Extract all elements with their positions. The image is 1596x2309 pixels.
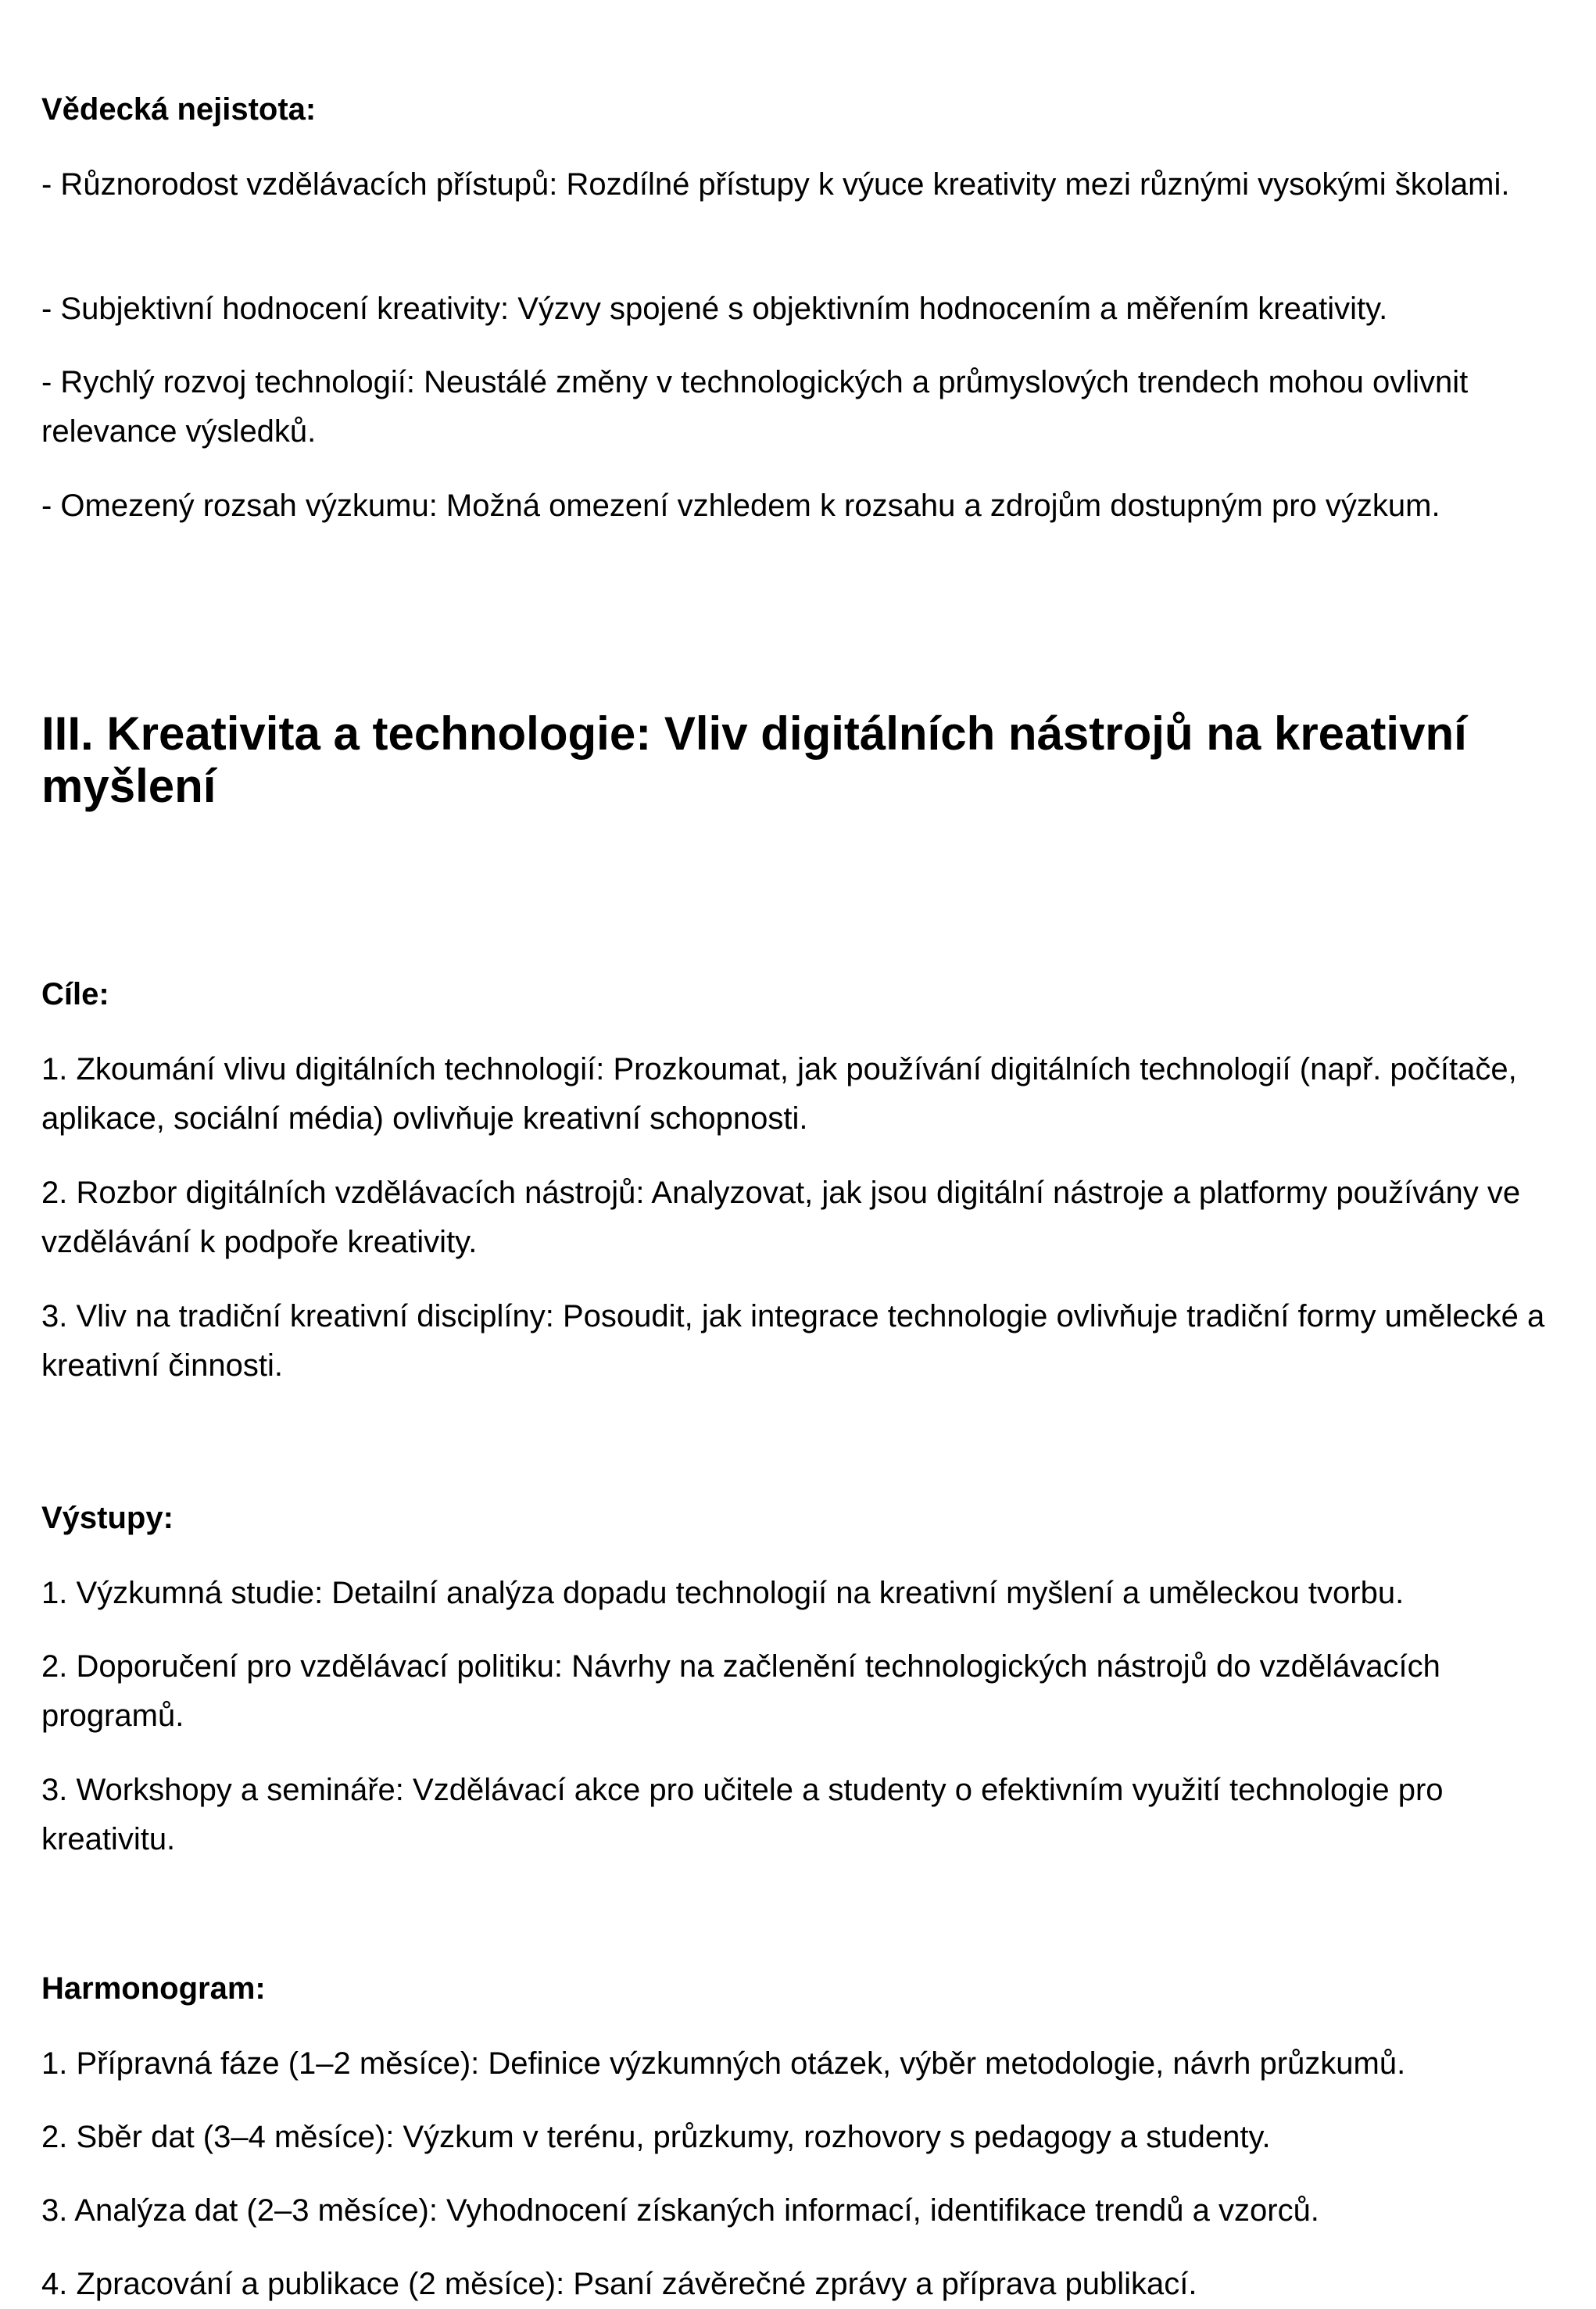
schedule-item-2: 2. Sběr dat (3–4 měsíce): Výzkum v terénu, průzkumy, rozhovory s pedagogy a studenty. <box>41 2120 1271 2154</box>
uncertainty-item-2: - Subjektivní hodnocení kreativity: Výzvy spojené s objektivním hodnocením a měřením kreativity. <box>41 292 1388 326</box>
outputs-item-1: 1. Výzkumná studie: Detailní analýza dopadu technologií na kreativní myšlení a uměleckou tvorbu. <box>41 1576 1405 1610</box>
schedule-label: Harmonogram: <box>41 1971 266 2006</box>
schedule-item-4: 4. Zpracování a publikace (2 měsíce): Psaní závěrečné zprávy a příprava publikací. <box>41 2267 1197 2301</box>
uncertainty-item-4: - Omezený rozsah výzkumu: Možná omezení vzhledem k rozsahu a zdrojům dostupným pro výzkum. <box>41 489 1440 523</box>
outputs-label: Výstupy: <box>41 1501 174 1535</box>
uncertainty-label: Vědecká nejistota: <box>41 92 317 127</box>
goals-item-3: 3. Vliv na tradiční kreativní disciplíny: Posoudit, jak integrace technologie ovlivňuje tradiční formy umělecké a kreativní činnosti. <box>41 1299 1545 1383</box>
outputs-item-2: 2. Doporučení pro vzdělávací politiku: Návrhy na začlenění technologických nástrojů do vzdělávacích programů. <box>41 1649 1440 1733</box>
uncertainty-item-3: - Rychlý rozvoj technologií: Neustálé změny v technologických a průmyslových trendech mohou ovlivnit relevance výsledků. <box>41 365 1469 449</box>
goals-item-1: 1. Zkoumání vlivu digitálních technologií: Prozkoumat, jak používání digitálních technologií (např. počítače, aplikace, sociální média) ovlivňuje kreativní schopnosti. <box>41 1052 1517 1136</box>
goals-item-2: 2. Rozbor digitálních vzdělávacích nástrojů: Analyzovat, jak jsou digitální nástroje a platformy používány ve vzdělávání k podpoře kreativity. <box>41 1176 1521 1259</box>
schedule-item-1: 1. Přípravná fáze (1–2 měsíce): Definice výzkumných otázek, výběr metodologie, návrh průzkumů. <box>41 2046 1406 2081</box>
goals-label: Cíle: <box>41 977 109 1011</box>
uncertainty-item-1: - Různorodost vzdělávacích přístupů: Rozdílné přístupy k výuce kreativity mezi různými vysokými školami. <box>41 167 1510 202</box>
schedule-item-3: 3. Analýza dat (2–3 měsíce): Vyhodnocení získaných informací, identifikace trendů a vzorců. <box>41 2193 1319 2228</box>
section-title: III. Kreativita a technologie: Vliv digitálních nástrojů na kreativní myšlení <box>41 707 1467 812</box>
outputs-item-3: 3. Workshopy a semináře: Vzdělávací akce pro učitele a studenty o efektivním využití technologie pro kreativitu. <box>41 1773 1444 1856</box>
